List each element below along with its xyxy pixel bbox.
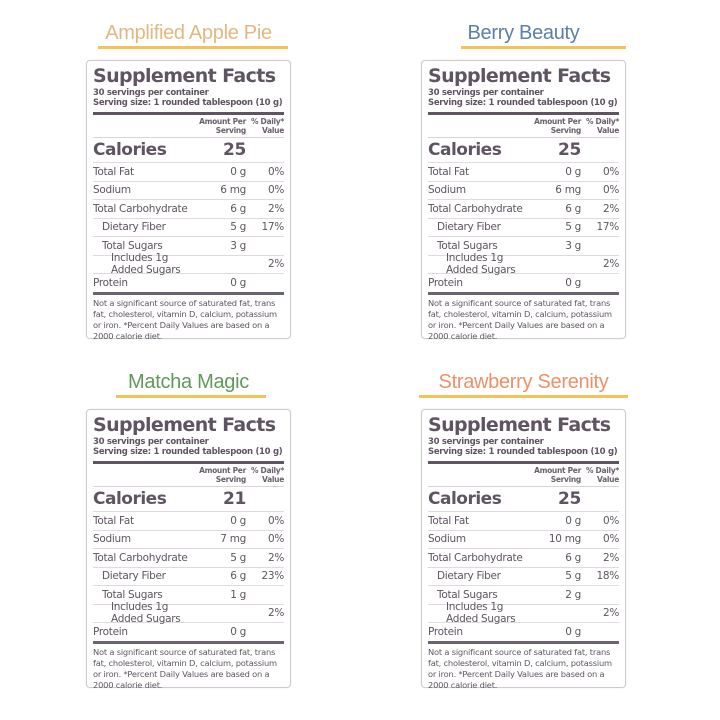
nutrient-label: Total Fat <box>428 514 469 527</box>
nutrient-daily-value: 2% <box>267 551 284 564</box>
nutrient-row <box>93 200 284 219</box>
nutrient-amount: 6 g <box>230 570 246 583</box>
thick-divider <box>428 461 619 464</box>
nutrient-label: Total Sugars <box>437 588 498 601</box>
nutrient-daily-value: 0% <box>267 533 284 546</box>
nutrient-daily-value: 2% <box>602 202 619 215</box>
dv-header-line1: % Daily* <box>251 466 284 475</box>
dv-header-line1: % Daily* <box>586 117 619 126</box>
nutrient-row <box>93 274 284 295</box>
nutrient-daily-value: 0% <box>602 514 619 527</box>
dv-header-line2: Value <box>597 475 619 484</box>
column-headers <box>93 117 284 138</box>
nutrient-amount: 0 g <box>230 276 246 289</box>
nutrient-rows <box>93 512 284 644</box>
nutrient-row <box>428 219 619 238</box>
nutrient-row <box>93 549 284 568</box>
nutrient-row <box>428 252 619 277</box>
nutrient-daily-value: 0% <box>267 165 284 178</box>
title-underline <box>98 46 288 49</box>
facts-heading: Supplement Facts <box>93 65 276 87</box>
nutrient-label: Total Fat <box>93 514 134 527</box>
nutrient-daily-value: 17% <box>261 221 284 234</box>
nutrient-daily-value: 0% <box>602 533 619 546</box>
servings-per-container: 30 servings per container <box>428 437 544 447</box>
serving-size: Serving size: 1 rounded tablespoon (10 g) <box>93 98 283 108</box>
nutrient-daily-value: 2% <box>602 258 619 271</box>
nutrient-label: Total Sugars <box>437 239 498 252</box>
nutrient-amount: 0 g <box>565 165 581 178</box>
supplement-facts-label <box>86 409 291 688</box>
nutrient-daily-value: 0% <box>602 165 619 178</box>
nutrient-daily-value: 23% <box>261 570 284 583</box>
dv-header-line2: Value <box>262 475 284 484</box>
daily-value-header <box>246 117 284 135</box>
nutrient-label: Total Carbohydrate <box>93 551 188 564</box>
dv-header-line1: % Daily* <box>251 117 284 126</box>
nutrient-rows <box>428 163 619 295</box>
calories-label: Calories <box>428 489 502 509</box>
servings-per-container: 30 servings per container <box>93 88 209 98</box>
daily-value-header <box>246 466 284 484</box>
product-panel-amplified-apple-pie <box>86 20 291 339</box>
nutrient-daily-value: 18% <box>596 570 619 583</box>
serving-size: Serving size: 1 rounded tablespoon (10 g) <box>428 98 618 108</box>
footnote: Not a significant source of saturated fat, trans fat, cholesterol, vitamin D, calcium, potassium or iron. *Percent Daily Values are based on a 2000 calorie diet. <box>428 297 612 341</box>
title-underline <box>461 46 626 49</box>
nutrient-amount: 0 g <box>230 514 246 527</box>
nutrient-rows <box>93 163 284 295</box>
servings-per-container: 30 servings per container <box>428 88 544 98</box>
nutrient-label: Dietary Fiber <box>437 570 501 583</box>
nutrient-daily-value: 2% <box>267 202 284 215</box>
amount-per-serving-header <box>527 117 581 135</box>
nutrient-row <box>428 549 619 568</box>
nutrient-amount: 10 mg <box>548 533 581 546</box>
nutrient-amount: 0 g <box>565 514 581 527</box>
footnote: Not a significant source of saturated fat, trans fat, cholesterol, vitamin D, calcium, potassium or iron. *Percent Daily Values are based on a 2000 calorie diet. <box>93 646 277 690</box>
nutrient-row <box>93 568 284 587</box>
nutrient-rows <box>428 512 619 644</box>
footnote: Not a significant source of saturated fat, trans fat, cholesterol, vitamin D, calcium, potassium or iron. *Percent Daily Values are based on a 2000 calorie diet. <box>428 646 612 690</box>
calories-row <box>93 138 284 163</box>
footnote: Not a significant source of saturated fat, trans fat, cholesterol, vitamin D, calcium, potassium or iron. *Percent Daily Values are based on a 2000 calorie diet. <box>93 297 277 341</box>
nutrient-amount: 3 g <box>230 239 246 252</box>
product-title: Amplified Apple Pie <box>105 22 272 44</box>
serving-size: Serving size: 1 rounded tablespoon (10 g) <box>93 447 283 457</box>
calories-label: Calories <box>428 140 502 160</box>
nutrient-row <box>93 512 284 531</box>
nutrient-amount: 6 mg <box>555 184 581 197</box>
nutrient-row <box>428 623 619 644</box>
thick-divider <box>428 112 619 115</box>
nutrient-row <box>428 182 619 201</box>
calories-value: 25 <box>557 489 581 509</box>
nutrient-label: Total Fat <box>428 165 469 178</box>
nutrient-row <box>428 601 619 626</box>
calories-row <box>93 487 284 512</box>
title-underline <box>419 395 628 398</box>
nutrient-label: Includes 1g Added Sugars <box>111 252 181 277</box>
thick-divider <box>93 461 284 464</box>
nutrient-label: Total Sugars <box>102 239 163 252</box>
nutrient-label: Dietary Fiber <box>437 221 501 234</box>
servings-per-container: 30 servings per container <box>93 437 209 447</box>
amount-header-line1: Amount Per <box>199 117 246 126</box>
nutrient-row <box>93 182 284 201</box>
nutrient-daily-value: 0% <box>602 184 619 197</box>
nutrient-row <box>428 568 619 587</box>
nutrient-label: Total Carbohydrate <box>428 202 523 215</box>
nutrient-row <box>93 601 284 626</box>
amount-per-serving-header <box>192 117 246 135</box>
nutrient-amount: 6 mg <box>220 184 246 197</box>
nutrient-label: Protein <box>428 276 463 289</box>
amount-per-serving-header <box>192 466 246 484</box>
product-title-wrap <box>86 369 291 409</box>
calories-label: Calories <box>93 140 167 160</box>
nutrient-label: Protein <box>428 625 463 638</box>
nutrient-label: Sodium <box>428 533 466 546</box>
amount-header-line2: Serving <box>550 126 581 135</box>
nutrient-daily-value: 2% <box>602 551 619 564</box>
column-headers <box>428 466 619 487</box>
nutrient-label: Total Carbohydrate <box>428 551 523 564</box>
nutrient-label: Total Sugars <box>102 588 163 601</box>
nutrient-amount: 5 g <box>565 221 581 234</box>
nutrient-label: Includes 1g Added Sugars <box>111 601 181 626</box>
nutrient-row <box>93 219 284 238</box>
dv-header-line2: Value <box>262 126 284 135</box>
facts-heading: Supplement Facts <box>428 65 611 87</box>
nutrient-amount: 5 g <box>230 551 246 564</box>
nutrient-amount: 5 g <box>565 570 581 583</box>
nutrient-label: Dietary Fiber <box>102 570 166 583</box>
nutrient-amount: 0 g <box>565 625 581 638</box>
nutrient-amount: 3 g <box>565 239 581 252</box>
amount-per-serving-header <box>527 466 581 484</box>
nutrient-amount: 0 g <box>565 276 581 289</box>
calories-label: Calories <box>93 489 167 509</box>
nutrient-row <box>93 623 284 644</box>
nutrient-daily-value: 0% <box>267 514 284 527</box>
amount-header-line2: Serving <box>215 475 246 484</box>
supplement-facts-label <box>421 409 626 688</box>
nutrient-amount: 6 g <box>230 202 246 215</box>
product-title: Matcha Magic <box>128 371 249 393</box>
nutrient-row <box>93 252 284 277</box>
nutrient-row <box>428 163 619 182</box>
product-title-wrap <box>421 20 626 60</box>
nutrient-row <box>428 274 619 295</box>
nutrient-label: Includes 1g Added Sugars <box>446 252 516 277</box>
nutrient-label: Sodium <box>93 533 131 546</box>
amount-header-line1: Amount Per <box>534 117 581 126</box>
nutrient-amount: 2 g <box>565 588 581 601</box>
nutrient-label: Protein <box>93 625 128 638</box>
nutrient-label: Includes 1g Added Sugars <box>446 601 516 626</box>
serving-size: Serving size: 1 rounded tablespoon (10 g) <box>428 447 618 457</box>
nutrient-amount: 0 g <box>230 165 246 178</box>
supplement-facts-label <box>86 60 291 339</box>
nutrient-amount: 0 g <box>230 625 246 638</box>
calories-value: 25 <box>557 140 581 160</box>
product-title-wrap <box>86 20 291 60</box>
nutrient-label: Total Fat <box>93 165 134 178</box>
product-title: Berry Beauty <box>467 22 580 44</box>
product-panel-berry-beauty <box>421 20 626 339</box>
product-title-wrap <box>421 369 626 409</box>
nutrient-row <box>428 200 619 219</box>
amount-header-line1: Amount Per <box>199 466 246 475</box>
nutrient-row <box>428 512 619 531</box>
daily-value-header <box>581 466 619 484</box>
thick-divider <box>93 112 284 115</box>
daily-value-header <box>581 117 619 135</box>
nutrient-row <box>93 531 284 550</box>
column-headers <box>428 117 619 138</box>
product-panel-strawberry-serenity <box>421 369 626 688</box>
dv-header-line1: % Daily* <box>586 466 619 475</box>
title-underline <box>116 395 266 398</box>
product-panel-matcha-magic <box>86 369 291 688</box>
amount-header-line2: Serving <box>550 475 581 484</box>
nutrient-row <box>428 531 619 550</box>
supplement-facts-label <box>421 60 626 339</box>
nutrient-amount: 1 g <box>230 588 246 601</box>
nutrient-label: Dietary Fiber <box>102 221 166 234</box>
nutrient-row <box>93 163 284 182</box>
amount-header-line1: Amount Per <box>534 466 581 475</box>
nutrient-label: Sodium <box>428 184 466 197</box>
nutrient-daily-value: 0% <box>267 184 284 197</box>
facts-heading: Supplement Facts <box>93 414 276 436</box>
nutrient-amount: 7 mg <box>220 533 246 546</box>
nutrient-daily-value: 2% <box>267 607 284 620</box>
nutrient-daily-value: 2% <box>602 607 619 620</box>
product-title: Strawberry Serenity <box>438 371 609 393</box>
nutrient-amount: 5 g <box>230 221 246 234</box>
calories-value: 21 <box>222 489 246 509</box>
nutrient-amount: 6 g <box>565 551 581 564</box>
dv-header-line2: Value <box>597 126 619 135</box>
column-headers <box>93 466 284 487</box>
calories-row <box>428 138 619 163</box>
nutrient-daily-value: 17% <box>596 221 619 234</box>
calories-row <box>428 487 619 512</box>
nutrient-label: Total Carbohydrate <box>93 202 188 215</box>
amount-header-line2: Serving <box>215 126 246 135</box>
facts-heading: Supplement Facts <box>428 414 611 436</box>
nutrient-label: Sodium <box>93 184 131 197</box>
nutrient-amount: 6 g <box>565 202 581 215</box>
nutrient-label: Protein <box>93 276 128 289</box>
calories-value: 25 <box>222 140 246 160</box>
nutrient-daily-value: 2% <box>267 258 284 271</box>
